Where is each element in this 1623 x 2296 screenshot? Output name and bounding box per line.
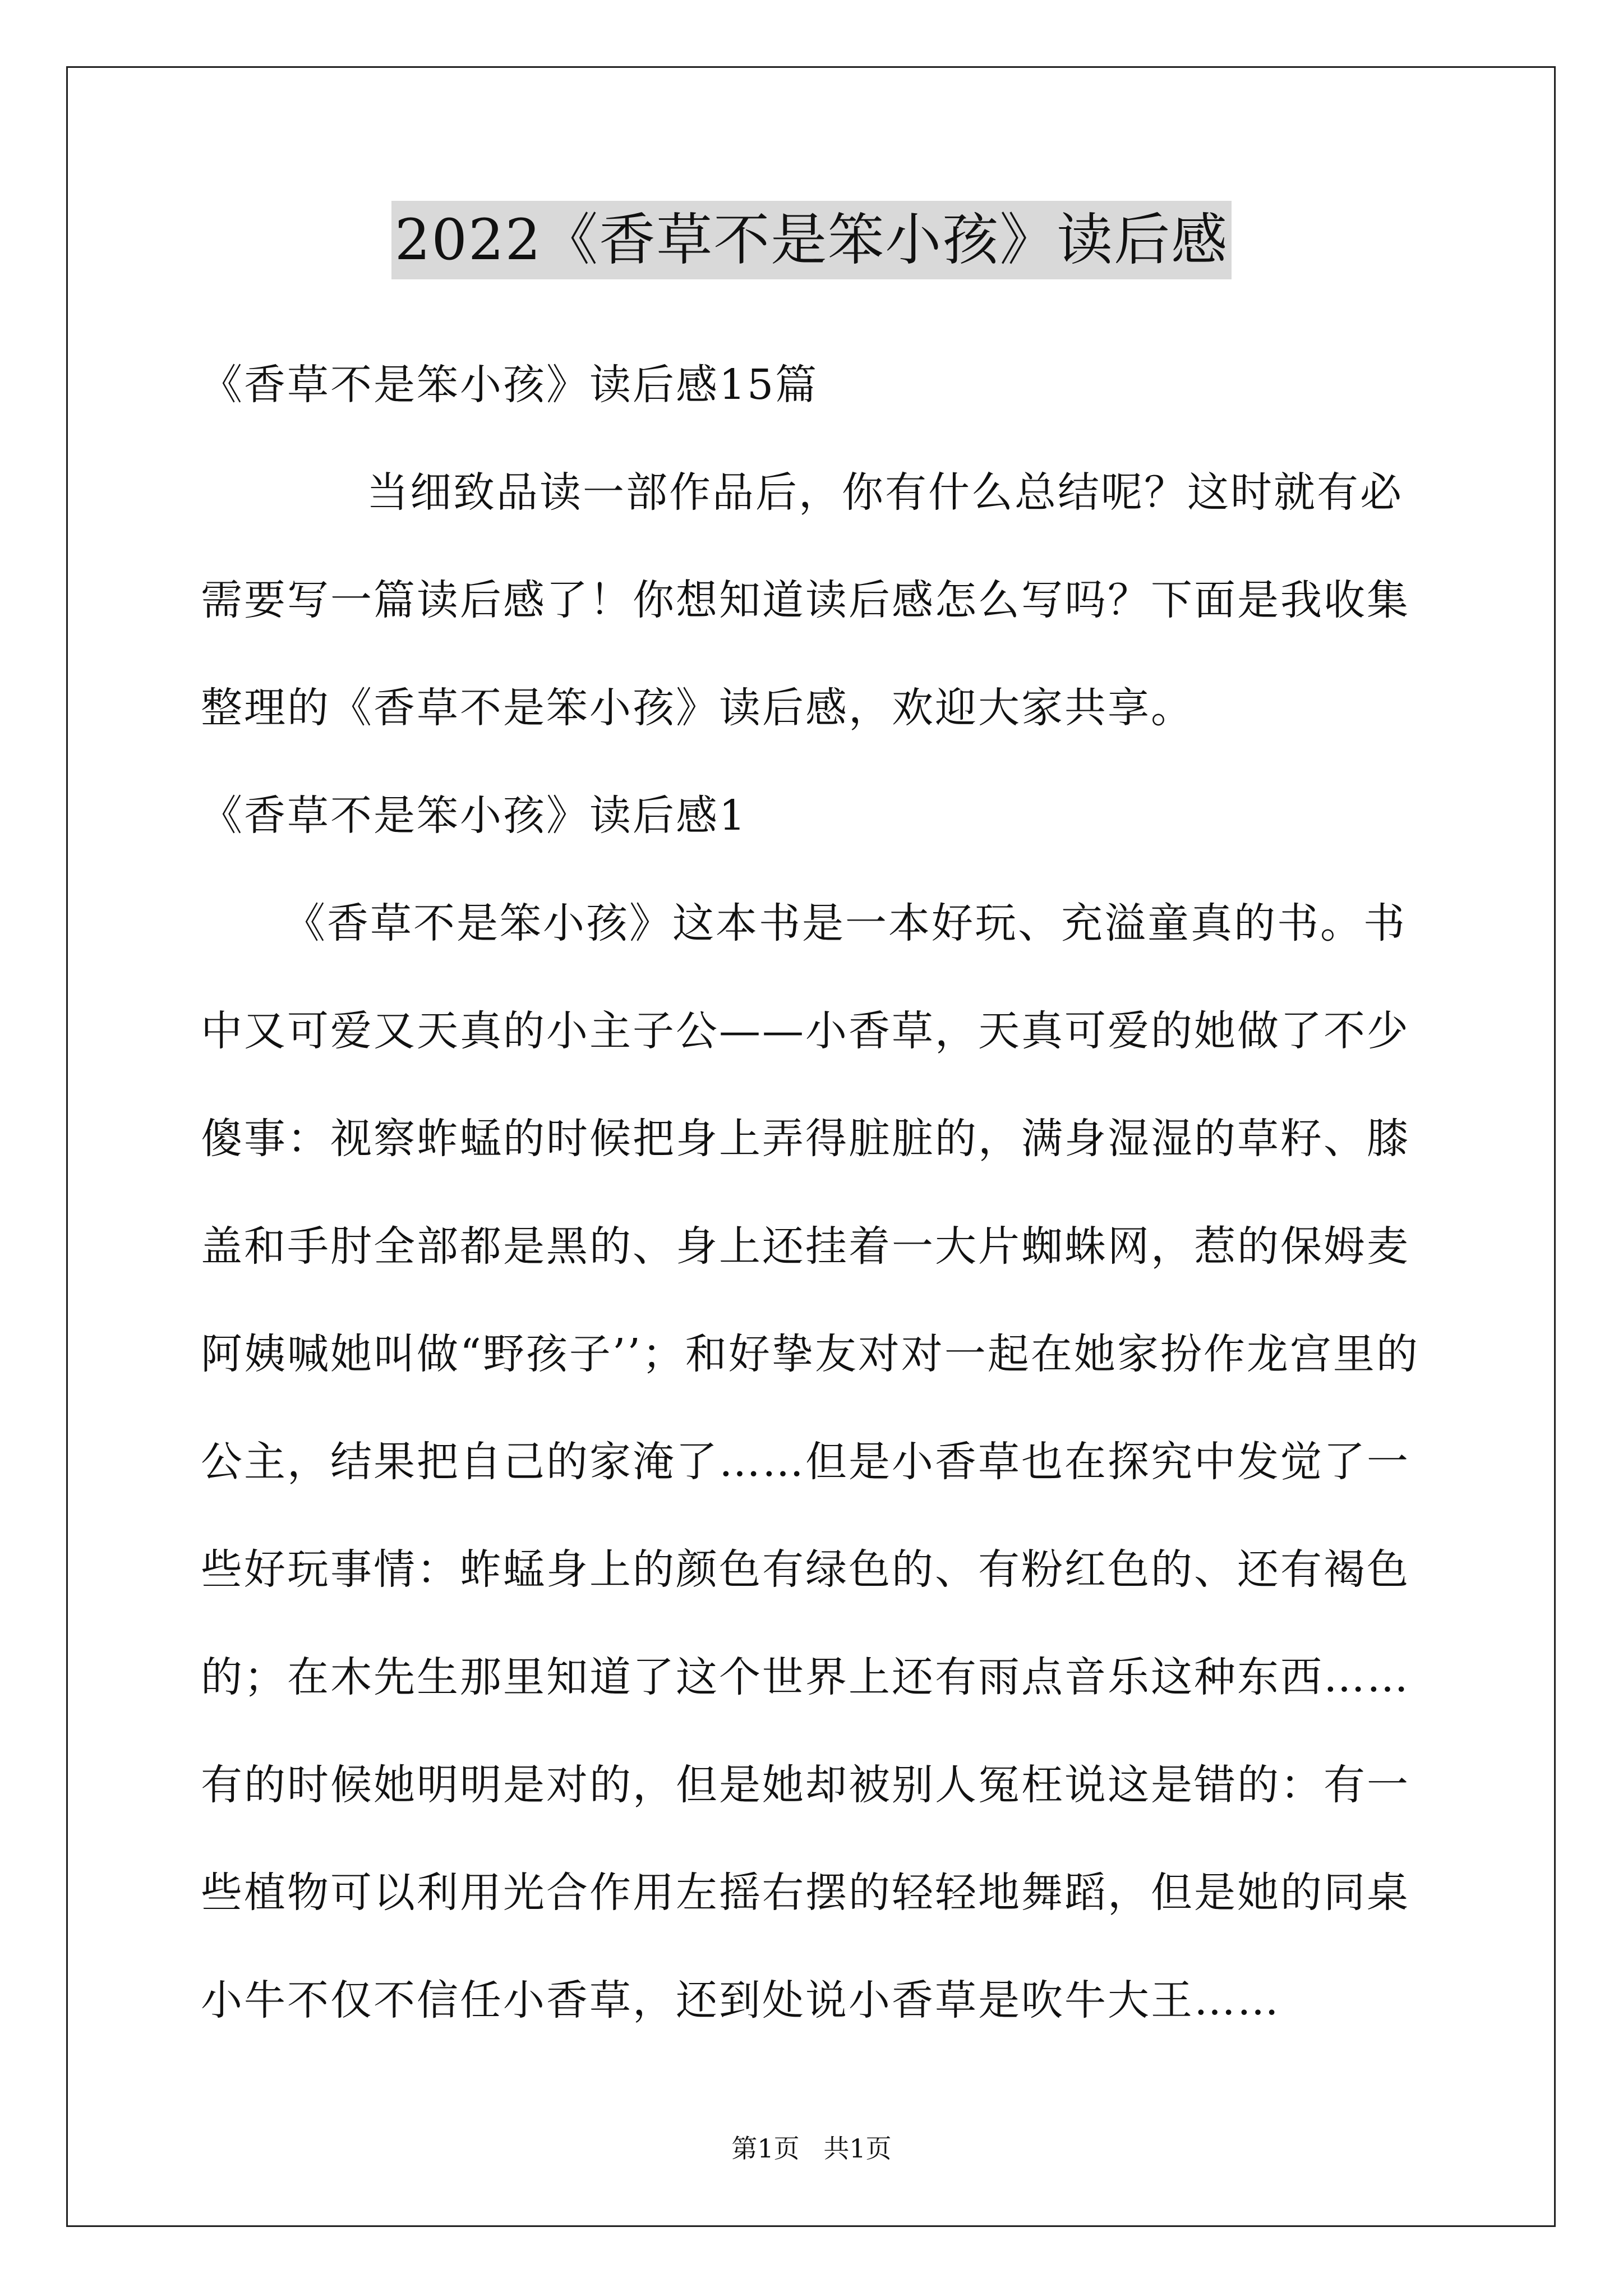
page-number: 第1页 bbox=[731, 2133, 800, 2164]
section-heading: 《香草不是笨小孩》读后感1 bbox=[201, 792, 748, 840]
page-footer bbox=[0, 2132, 1623, 2165]
intro-paragraph: 当细致品读一部作品后，你有什么总结呢？这时就有必需要写一篇读后感了！你想知道读后感怎么写吗？下面是我收集整理的《香草不是笨小孩》读后感，欢迎大家共享。 bbox=[201, 468, 1410, 732]
body-paragraph: 《香草不是笨小孩》这本书是一本好玩、充溢童真的书。书中又可爱又天真的小主子公——小香草，天真可爱的她做了不少傻事：视察蚱蜢的时候把身上弄得脏脏的，满身湿湿的草籽、膝盖和手肘全部都是黑的、身上还挂着一大片蜘蛛网，惹的保姆麦阿姨喊她叫做“野孩子’’；和好挚友对对一起在她家扮作龙宫里的公主，结果把自己的家淹了……但是小香草也在探究中发觉了一些好玩事情：蚱蜢身上的颜色有绿色的、有粉红色的、还有褐色的；在木先生那里知道了这个世界上还有雨点音乐这种东西……有的时候她明明是对的，但是她却被别人冤枉说这是错的：有一些植物可以利用光合作用左摇右摆的轻轻地舞蹈，但是她的同桌小牛不仅不信任小香草，还到处说小香草是吹牛大王…… bbox=[201, 899, 1419, 2024]
title-container bbox=[0, 201, 1623, 279]
document-title: 2022《香草不是笨小孩》读后感 bbox=[391, 201, 1232, 279]
page-total: 共1页 bbox=[823, 2133, 892, 2164]
document-body bbox=[201, 331, 1435, 2054]
subtitle: 《香草不是笨小孩》读后感15篇 bbox=[201, 361, 819, 409]
